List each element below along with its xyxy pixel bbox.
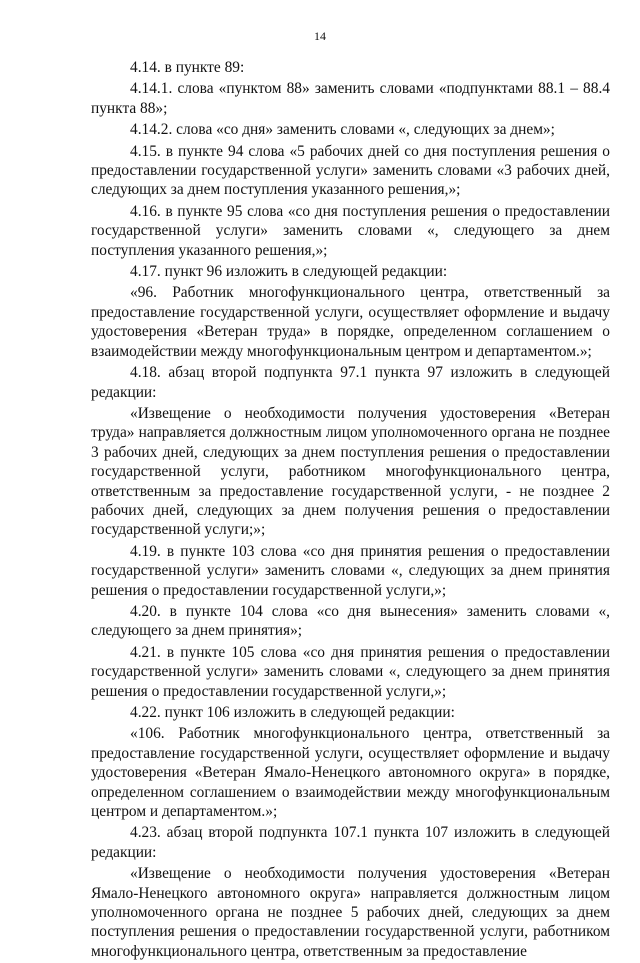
- paragraph-notice-veteran-yanao: «Извещение о необходимости получения удостоверения «Ветеран Ямало-Ненецкого автономного округа» направляется должностным лицом уполномоченного органа не позднее 5 рабочих дней, следующих за днем поступления решения о предоставлении государственной услуги, работником многофункционального центра, ответственным за предоставление: [91, 865, 610, 960]
- paragraph-4-21: 4.21. в пункте 105 слова «со дня принятия решения о предоставлении государственной услуги» заменить словами «, следующего за днем принятия решения о предоставлении государственной услуги,»;: [91, 643, 610, 700]
- paragraph-4-18: 4.18. абзац второй подпункта 97.1 пункта 97 изложить в следующей редакции:: [91, 364, 610, 401]
- paragraph-4-14-2: 4.14.2. слова «со дня» заменить словами «, следующих за днем»;: [130, 121, 555, 139]
- paragraph-4-23: 4.23. абзац второй подпункта 107.1 пункта 107 изложить в следующей редакции:: [91, 824, 610, 861]
- paragraph-106-text: «106. Работник многофункционального центра, ответственный за предоставление государственной услуги, осуществляет оформление и выдачу удостоверения «Ветеран Ямало-Ненецкого автономного округа» в порядке, определенном соглашением о взаимодействии между многофункциональным центром и департаментом.»;: [91, 725, 610, 821]
- paragraph-4-22: 4.22. пункт 106 изложить в следующей редакции:: [130, 704, 455, 721]
- paragraph-4-20: 4.20. в пункте 104 слова «со дня вынесения» заменить словами «, следующего за днем принятия»;: [91, 602, 610, 640]
- paragraph-4-19: 4.19. в пункте 103 слова «со дня принятия решения о предоставлении государственной услуги» заменить словами «, следующих за днем принятия решения о предоставлении государственной услуги,»;: [91, 542, 610, 599]
- paragraph-4-14: 4.14. в пункте 89:: [130, 59, 245, 76]
- paragraph-4-14-1: 4.14.1. слова «пунктом 88» заменить словами «подпунктами 88.1 – 88.4 пункта 88»;: [91, 80, 610, 117]
- paragraph-notice-veteran-labor: «Извещение о необходимости получения удостоверения «Ветеран труда» направляется должностным лицом уполномоченного органа не позднее 3 рабочих дней, следующих за днем поступления решения о предоставлении государственной услуги, работником многофункционального центра, ответственным за предоставление государственной услуги, - не позднее 2 рабочих дней, следующих за днем получения решения о предоставлении государственной услуги;»;: [91, 404, 610, 539]
- paragraph-96-text: «96. Работник многофункционального центра, ответственный за предоставление государственной услуги, осуществляет оформление и выдачу удостоверения «Ветеран труда» в порядке, определенном соглашением о взаимодействии между многофункциональным центром и департаментом.»;: [91, 284, 610, 360]
- page-number: 14: [314, 29, 326, 43]
- document-body: [91, 58, 610, 963]
- paragraph-4-17: 4.17. пункт 96 изложить в следующей редакции:: [130, 263, 448, 281]
- paragraph-4-15: 4.15. в пункте 94 слова «5 рабочих дней со дня поступления решения о предоставлении государственной услуги» заменить словами «3 рабочих дней, следующих за днем поступления указанного решения,»;: [91, 142, 610, 199]
- paragraph-4-16: 4.16. в пункте 95 слова «со дня поступления решения о предоставлении государственной услуги» заменить словами «, следующего за днем поступления указанного решения,»;: [91, 202, 610, 259]
